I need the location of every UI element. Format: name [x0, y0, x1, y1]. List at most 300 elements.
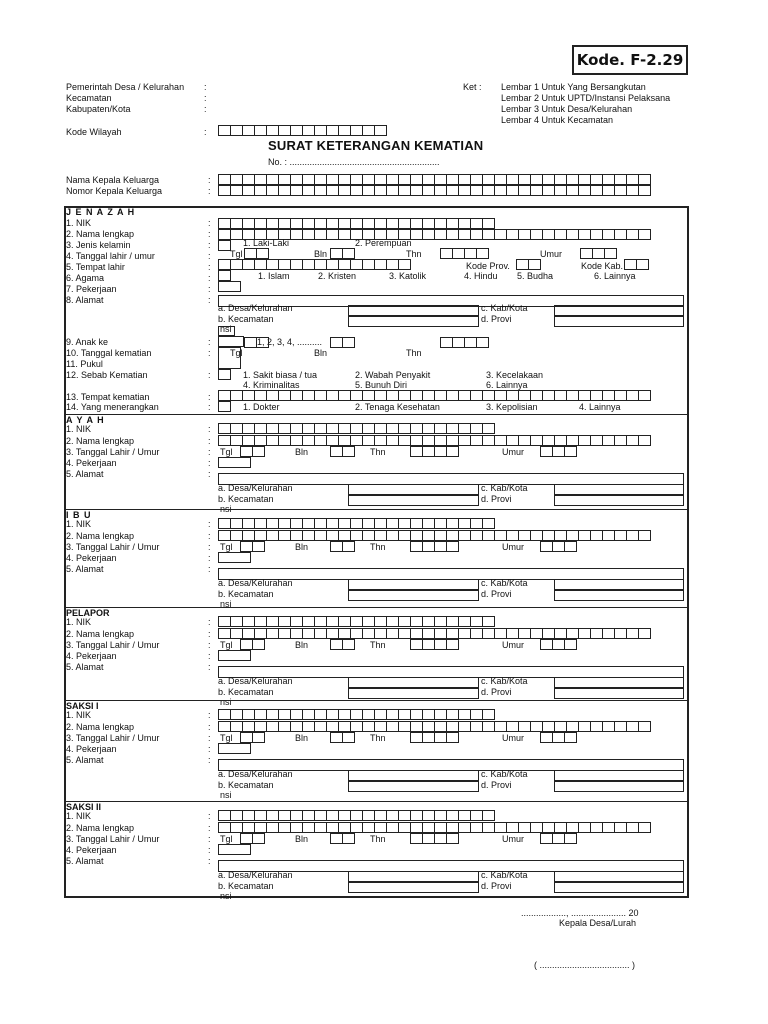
sebab-option: 6. Lainnya — [486, 380, 528, 390]
kec-box[interactable] — [348, 495, 479, 506]
colon: : — [208, 722, 211, 732]
nik-cells[interactable] — [218, 709, 494, 720]
document-title: SURAT KETERANGAN KEMATIAN — [268, 138, 484, 153]
agama-box[interactable] — [218, 270, 231, 281]
kab-label: c. Kab/Kota — [481, 676, 528, 686]
sebab-box[interactable] — [218, 369, 231, 380]
section-divider — [64, 509, 689, 510]
thn-cells[interactable] — [410, 639, 458, 650]
desa-box[interactable] — [348, 871, 479, 882]
section-jenazah-title: J E N A Z A H — [66, 207, 136, 217]
section-divider — [64, 607, 689, 608]
colon: : — [208, 175, 211, 185]
thn-label: Thn — [370, 834, 386, 844]
input-cell[interactable] — [564, 541, 577, 552]
colon: : — [208, 186, 211, 196]
label-pemerintah: Pemerintah Desa / Kelurahan — [66, 82, 185, 92]
colon: : — [208, 834, 211, 844]
kode-kab-cells[interactable] — [624, 259, 648, 270]
pekerjaan-box[interactable] — [218, 743, 251, 754]
input-cell[interactable] — [482, 218, 495, 229]
nsi-label: nsi — [220, 697, 232, 707]
prov-label: d. Provi — [481, 589, 512, 599]
desa-label: a. Desa/Kelurahan — [218, 303, 293, 313]
person-field-label: 4. Pekerjaan — [66, 553, 117, 563]
tgl-label: Tgl — [230, 348, 243, 358]
thn-label: Thn — [370, 640, 386, 650]
agama-option: 5. Budha — [517, 271, 554, 281]
tgl-label: Tgl — [220, 640, 233, 650]
jenazah-field-label: 7. Pekerjaan — [66, 284, 117, 294]
anak-ke-options: 1, 2, 3, 4, .......... — [257, 337, 323, 347]
person-field-label: 4. Pekerjaan — [66, 744, 117, 754]
sebab-option: 4. Kriminalitas — [243, 380, 300, 390]
umur-cells[interactable] — [540, 639, 576, 650]
prov-box[interactable] — [554, 590, 684, 601]
umur-label: Umur — [540, 249, 562, 259]
input-cell[interactable] — [638, 174, 651, 185]
person-field-label: 5. Alamat — [66, 856, 104, 866]
bln-kematian-cells[interactable] — [330, 337, 354, 348]
bln-cells[interactable] — [330, 639, 354, 650]
sebab-option: 2. Wabah Penyakit — [355, 370, 431, 380]
input-cell[interactable] — [482, 616, 495, 627]
colon: : — [208, 733, 211, 743]
input-cell[interactable] — [342, 337, 355, 348]
umur-cells[interactable] — [540, 446, 576, 457]
thn-label: Thn — [406, 249, 422, 259]
tgl-label: Tgl — [220, 447, 233, 457]
colon: : — [208, 845, 211, 855]
pekerjaan-box[interactable] — [218, 281, 241, 292]
input-cell[interactable] — [446, 732, 459, 743]
input-cell[interactable] — [342, 541, 355, 552]
sebab-option: 3. Kecelakaan — [486, 370, 544, 380]
kec-box[interactable] — [348, 882, 479, 893]
kab-label: c. Kab/Kota — [481, 303, 528, 313]
colon: : — [208, 218, 211, 228]
ket-label: Ket : — [463, 82, 482, 92]
bln-label: Bln — [295, 834, 309, 844]
colon: : — [208, 662, 211, 672]
sebab-option: 5. Bunuh Diri — [355, 380, 408, 390]
prov-box[interactable] — [554, 688, 684, 699]
thn-cells[interactable] — [410, 446, 458, 457]
input-cell[interactable] — [342, 639, 355, 650]
colon: : — [208, 392, 211, 402]
tempat-kematian-cells[interactable] — [218, 390, 650, 401]
tgl-kematian-label: 10. Tanggal kematian — [66, 348, 152, 358]
colon: : — [208, 640, 211, 650]
thn-cells[interactable] — [410, 732, 458, 743]
section-divider — [64, 801, 689, 802]
input-cell[interactable] — [638, 185, 651, 196]
anak-ke-label: 9. Anak ke — [66, 337, 109, 347]
kode-prov-label: Kode Prov. — [466, 261, 510, 271]
ket-item: Lembar 2 Untuk UPTD/Instansi Pelaksana — [501, 93, 671, 103]
colon: : — [208, 542, 211, 552]
person-field-label: 3. Tanggal Lahir / Umur — [66, 640, 160, 650]
colon: : — [208, 564, 211, 574]
bln-cells[interactable] — [330, 732, 354, 743]
person-field-label: 4. Pekerjaan — [66, 651, 117, 661]
input-cell[interactable] — [446, 639, 459, 650]
input-cell[interactable] — [342, 833, 355, 844]
input-cell[interactable] — [252, 446, 265, 457]
input-cell[interactable] — [636, 259, 649, 270]
menerangkan-option: 1. Dokter — [243, 402, 280, 412]
tgl-cells[interactable] — [240, 833, 264, 844]
kab-box[interactable] — [554, 484, 684, 495]
pukul-label: 11. Pukul — [66, 359, 103, 369]
nama-cells[interactable] — [218, 721, 650, 732]
person-field-label: 3. Tanggal Lahir / Umur — [66, 834, 160, 844]
tgl-cells[interactable] — [240, 732, 264, 743]
agama-option: 1. Islam — [258, 271, 290, 281]
input-cell[interactable] — [256, 248, 269, 259]
colon: : — [208, 617, 211, 627]
nama-cells[interactable] — [218, 435, 650, 446]
colon: : — [208, 458, 211, 468]
colon: : — [208, 348, 211, 358]
nama-cells[interactable] — [218, 628, 650, 639]
agama-option: 4. Hindu — [464, 271, 498, 281]
desa-label: a. Desa/Kelurahan — [218, 870, 293, 880]
tgl-label: Tgl — [220, 834, 233, 844]
input-cell[interactable] — [446, 446, 459, 457]
tempat-kematian-label: 13. Tempat kematian — [66, 392, 150, 402]
colon: : — [204, 127, 207, 137]
input-cell[interactable] — [374, 125, 387, 136]
section-title: SAKSI I — [66, 701, 99, 711]
nsi-label: nsi — [220, 599, 232, 609]
umur-cells[interactable] — [540, 732, 576, 743]
kec-label: b. Kecamatan — [218, 687, 274, 697]
input-cell[interactable] — [342, 732, 355, 743]
nama-cells[interactable] — [218, 530, 650, 541]
signature-place-date: .................., ...................... 20 — [521, 908, 639, 918]
input-cell[interactable] — [476, 337, 489, 348]
input-cell[interactable] — [446, 833, 459, 844]
menerangkan-option: 4. Lainnya — [579, 402, 621, 412]
prov-box[interactable] — [554, 781, 684, 792]
desa-label: a. Desa/Kelurahan — [218, 578, 293, 588]
pekerjaan-box[interactable] — [218, 457, 251, 468]
pekerjaan-box[interactable] — [218, 650, 251, 661]
tgl-label: Tgl — [220, 542, 233, 552]
person-field-label: 1. NIK — [66, 424, 92, 434]
nsi-label: nsi — [220, 504, 232, 514]
bln-label: Bln — [295, 640, 309, 650]
colon: : — [204, 93, 207, 103]
desa-box[interactable] — [348, 484, 479, 495]
colon: : — [208, 370, 211, 380]
section-title: SAKSI II — [66, 802, 102, 812]
prov-label: d. Provi — [481, 314, 512, 324]
bln-label: Bln — [295, 733, 309, 743]
input-cell[interactable] — [252, 639, 265, 650]
thn-cells[interactable] — [440, 248, 488, 259]
input-cell[interactable] — [482, 709, 495, 720]
section-divider — [64, 414, 689, 415]
thn-label: Thn — [406, 348, 422, 358]
prov-box[interactable] — [554, 882, 684, 893]
desa-box[interactable] — [348, 305, 479, 316]
umur-cells[interactable] — [540, 833, 576, 844]
input-cell[interactable] — [638, 721, 651, 732]
input-cell[interactable] — [638, 435, 651, 446]
kab-label: c. Kab/Kota — [481, 769, 528, 779]
prov-label: d. Provi — [481, 780, 512, 790]
input-cell[interactable] — [482, 423, 495, 434]
sebab-label: 12. Sebab Kematian — [66, 370, 148, 380]
prov-box[interactable] — [554, 316, 684, 327]
tgl-cells[interactable] — [240, 639, 264, 650]
pekerjaan-box[interactable] — [218, 844, 251, 855]
desa-label: a. Desa/Kelurahan — [218, 769, 293, 779]
menerangkan-option: 3. Kepolisian — [486, 402, 538, 412]
ket-item: Lembar 4 Untuk Kecamatan — [501, 115, 614, 125]
input-cell[interactable] — [446, 541, 459, 552]
person-field-label: 5. Alamat — [66, 564, 104, 574]
prov-label: d. Provi — [481, 687, 512, 697]
label-kabupaten: Kabupaten/Kota — [66, 104, 131, 114]
umur-cells[interactable] — [580, 248, 616, 259]
input-cell[interactable] — [564, 833, 577, 844]
umur-label: Umur — [502, 733, 524, 743]
kab-box[interactable] — [554, 677, 684, 688]
bln-cells[interactable] — [330, 446, 354, 457]
pekerjaan-box[interactable] — [218, 552, 251, 563]
kab-box[interactable] — [554, 871, 684, 882]
tgl-cells[interactable] — [240, 446, 264, 457]
kab-label: c. Kab/Kota — [481, 483, 528, 493]
jk-option: 1. Laki-Laki — [243, 238, 290, 248]
colon: : — [208, 240, 211, 250]
pukul-box[interactable] — [218, 347, 241, 369]
colon: : — [208, 436, 211, 446]
colon: : — [204, 104, 207, 114]
umur-label: Umur — [502, 640, 524, 650]
nik-cells[interactable] — [218, 518, 494, 529]
input-cell[interactable] — [256, 337, 269, 348]
kec-label: b. Kecamatan — [218, 314, 274, 324]
input-cell[interactable] — [638, 390, 651, 401]
nik-cells[interactable] — [218, 810, 494, 821]
bln-label: Bln — [295, 542, 309, 552]
colon: : — [208, 447, 211, 457]
input-cell[interactable] — [342, 446, 355, 457]
tgl-label: Tgl — [220, 733, 233, 743]
input-cell[interactable] — [482, 518, 495, 529]
input-cell[interactable] — [564, 732, 577, 743]
person-field-label: 5. Alamat — [66, 662, 104, 672]
colon: : — [208, 744, 211, 754]
input-cell[interactable] — [482, 810, 495, 821]
input-cell[interactable] — [638, 822, 651, 833]
jenazah-nik-cells[interactable] — [218, 218, 494, 229]
umur-cells[interactable] — [540, 541, 576, 552]
colon: : — [208, 811, 211, 821]
person-field-label: 2. Nama lengkap — [66, 436, 135, 446]
input-cell[interactable] — [604, 248, 617, 259]
input-cell[interactable] — [638, 628, 651, 639]
colon: : — [208, 251, 211, 261]
section-title: A Y A H — [66, 415, 105, 425]
prov-box[interactable] — [554, 495, 684, 506]
kab-box[interactable] — [554, 305, 684, 316]
bln-label: Bln — [295, 447, 309, 457]
colon: : — [204, 82, 207, 92]
colon: : — [208, 553, 211, 563]
person-field-label: 1. NIK — [66, 617, 92, 627]
desa-label: a. Desa/Kelurahan — [218, 676, 293, 686]
colon: : — [208, 284, 211, 294]
kab-box[interactable] — [554, 770, 684, 781]
label-nama-kk: Nama Kepala Keluarga — [66, 175, 160, 185]
thn-cells[interactable] — [410, 541, 458, 552]
colon: : — [208, 424, 211, 434]
kab-label: c. Kab/Kota — [481, 870, 528, 880]
tgl-label: Tgl — [230, 249, 243, 259]
agama-option: 2. Kristen — [318, 271, 357, 281]
bln-cells[interactable] — [330, 541, 354, 552]
colon: : — [208, 519, 211, 529]
kec-box[interactable] — [348, 781, 479, 792]
thn-label: Thn — [370, 447, 386, 457]
section-divider — [64, 700, 689, 701]
desa-box[interactable] — [348, 579, 479, 590]
person-field-label: 2. Nama lengkap — [66, 629, 135, 639]
colon: : — [208, 337, 211, 347]
umur-label: Umur — [502, 447, 524, 457]
input-cell[interactable] — [564, 446, 577, 457]
person-field-label: 3. Tanggal Lahir / Umur — [66, 447, 160, 457]
ket-item: Lembar 3 Untuk Desa/Kelurahan — [501, 104, 633, 114]
person-field-label: 2. Nama lengkap — [66, 722, 135, 732]
bln-cells[interactable] — [330, 248, 354, 259]
nama-cells[interactable] — [218, 822, 650, 833]
person-field-label: 1. NIK — [66, 519, 92, 529]
colon: : — [208, 295, 211, 305]
nsi-box[interactable] — [218, 326, 235, 336]
nomor-kk-cells[interactable] — [218, 185, 650, 196]
tgl-cells[interactable] — [244, 248, 268, 259]
kode-wilayah-cells[interactable] — [218, 125, 386, 136]
person-field-label: 3. Tanggal Lahir / Umur — [66, 733, 160, 743]
tempat-lahir-cells[interactable] — [218, 259, 410, 270]
nsi-label: nsi — [220, 324, 232, 334]
colon: : — [208, 651, 211, 661]
colon: : — [208, 710, 211, 720]
umur-label: Umur — [502, 542, 524, 552]
menerangkan-box[interactable] — [218, 401, 231, 412]
colon: : — [208, 856, 211, 866]
kec-box[interactable] — [348, 316, 479, 327]
colon: : — [208, 823, 211, 833]
input-cell[interactable] — [564, 639, 577, 650]
input-cell[interactable] — [252, 732, 265, 743]
jenazah-field-label: 8. Alamat — [66, 295, 104, 305]
sebab-option: 1. Sakit biasa / tua — [243, 370, 318, 380]
desa-box[interactable] — [348, 677, 479, 688]
colon: : — [208, 531, 211, 541]
section-title: PELAPOR — [66, 608, 110, 618]
bln-cells[interactable] — [330, 833, 354, 844]
agama-option: 6. Lainnya — [594, 271, 636, 281]
colon: : — [208, 262, 211, 272]
nama-kk-cells[interactable] — [218, 174, 650, 185]
desa-box[interactable] — [348, 770, 479, 781]
kec-box[interactable] — [348, 688, 479, 699]
thn-label: Thn — [370, 542, 386, 552]
form-code: Kode. F-2.29 — [572, 45, 688, 75]
kab-label: c. Kab/Kota — [481, 578, 528, 588]
input-cell[interactable] — [638, 229, 651, 240]
input-cell[interactable] — [638, 530, 651, 541]
signature-name: ( .................................... ) — [534, 960, 636, 970]
kec-box[interactable] — [348, 590, 479, 601]
colon: : — [208, 273, 211, 283]
person-field-label: 4. Pekerjaan — [66, 458, 117, 468]
thn-kematian-cells[interactable] — [440, 337, 488, 348]
person-field-label: 1. NIK — [66, 811, 92, 821]
person-field-label: 2. Nama lengkap — [66, 531, 135, 541]
kab-box[interactable] — [554, 579, 684, 590]
nik-cells[interactable] — [218, 423, 494, 434]
prov-label: d. Provi — [481, 494, 512, 504]
person-field-label: 1. NIK — [66, 710, 92, 720]
bln-label: Bln — [314, 348, 328, 358]
person-field-label: 3. Tanggal Lahir / Umur — [66, 542, 160, 552]
signature-role: Kepala Desa/Lurah — [559, 918, 637, 928]
person-field-label: 2. Nama lengkap — [66, 823, 135, 833]
kec-label: b. Kecamatan — [218, 494, 274, 504]
jk-option: 2. Perempuan — [355, 238, 412, 248]
jenazah-field-label: 2. Nama lengkap — [66, 229, 135, 239]
kec-label: b. Kecamatan — [218, 780, 274, 790]
kode-prov-cells[interactable] — [516, 259, 540, 270]
desa-label: a. Desa/Kelurahan — [218, 483, 293, 493]
thn-label: Thn — [370, 733, 386, 743]
jenazah-field-label: 5. Tempat lahir — [66, 262, 125, 272]
jenazah-field-label: 4. Tanggal lahir / umur — [66, 251, 155, 261]
label-kode-wilayah: Kode Wilayah — [66, 127, 122, 137]
input-cell[interactable] — [342, 248, 355, 259]
tgl-cells[interactable] — [240, 541, 264, 552]
section-title: I B U — [66, 510, 92, 520]
input-cell[interactable] — [252, 541, 265, 552]
colon: : — [208, 469, 211, 479]
kode-kab-label: Kode Kab. — [581, 261, 624, 271]
input-cell[interactable] — [398, 259, 411, 270]
label-nomor-kk: Nomor Kepala Keluarga — [66, 186, 163, 196]
ket-item: Lembar 1 Untuk Yang Bersangkutan — [501, 82, 646, 92]
anak-ke-box[interactable] — [218, 336, 244, 347]
person-field-label: 5. Alamat — [66, 755, 104, 765]
nik-cells[interactable] — [218, 616, 494, 627]
jenazah-field-label: 6. Agama — [66, 273, 105, 283]
colon: : — [208, 755, 211, 765]
input-cell[interactable] — [252, 833, 265, 844]
agama-option: 3. Katolik — [389, 271, 427, 281]
input-cell[interactable] — [476, 248, 489, 259]
umur-label: Umur — [502, 834, 524, 844]
input-cell[interactable] — [528, 259, 541, 270]
thn-cells[interactable] — [410, 833, 458, 844]
jenazah-field-label: 1. NIK — [66, 218, 92, 228]
tgl-kematian-cells[interactable] — [244, 337, 268, 348]
